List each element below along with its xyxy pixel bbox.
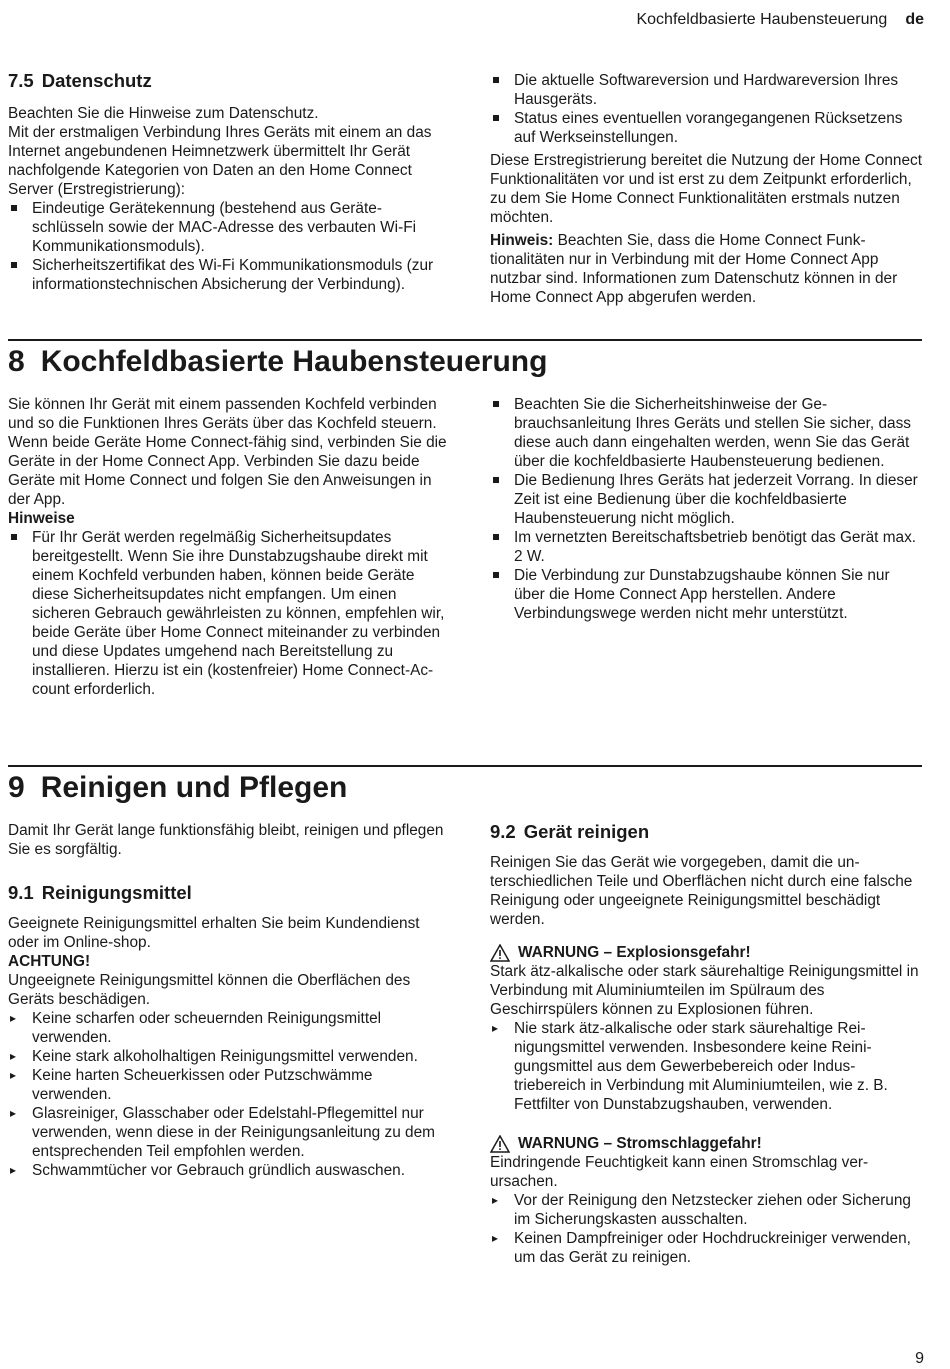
paragraph: Wenn beide Geräte Home Connect-fähig sind, verbinden Sie die Geräte in der Home Connect App. Verbinden Sie dazu beide Geräte mit Home Connect und folgen Sie den Anweisungen in der App. xyxy=(8,434,447,508)
warning-title: WARNUNG – Stromschlaggefahr! xyxy=(518,1135,762,1152)
list-item: ▸ Vor der Reinigung den Netzstecker ziehen oder Sicherung im Sicherungskasten ausschalten. xyxy=(490,1191,922,1229)
section-number: 7.5 xyxy=(8,70,34,91)
note-text: Beachten Sie, dass die Home Connect Funktionalitäten nur in Verbindung mit der Home Connect App nutzbar sind. Informationen zum Datenschutz können in der Home Connect App abgerufen werden. xyxy=(490,232,898,306)
list-item: Sicherheitszertifikat des Wi-Fi Kommunikationsmoduls (zur informationstechnischen Absicherung der Verbindung). xyxy=(8,256,448,294)
list-item: ▸ Keine scharfen oder scheuernden Reinigungsmittel verwenden. xyxy=(8,1009,448,1047)
paragraph: Reinigen Sie das Gerät wie vorgegeben, damit die unterschiedlichen Teile und Oberflächen nicht durch eine falsche Reinigung oder ungeeignete Reinigungsmittel beschädigt werden. xyxy=(490,854,913,928)
chapter-title: Kochfeldbasierte Haubensteuerung xyxy=(40,345,548,378)
warning-title: WARNUNG – Explosionsgefahr! xyxy=(518,944,751,961)
paragraph: Geeignete Reinigungsmittel erhalten Sie beim Kundendienst oder im Online-shop. xyxy=(8,915,420,951)
section-title: Gerät reinigen xyxy=(523,821,650,842)
page-number: 9 xyxy=(915,1350,924,1367)
chapter-8-heading xyxy=(8,344,547,380)
paragraph: Beachten Sie die Hinweise zum Datenschutz. xyxy=(8,105,319,122)
chapter-title: Reinigen und Pflegen xyxy=(40,771,348,804)
paragraph: Stark ätz-alkalische oder stark säurehaltige Reinigungsmittel in Verbindung mit Aluminiumteilen im Spülraum des Geschirrspülers können zu Explosionen führen. xyxy=(490,963,919,1018)
section-9-1-heading xyxy=(8,882,448,904)
section-7-5-left xyxy=(8,70,448,294)
warning-triangle-icon xyxy=(490,1135,510,1153)
warning-heading xyxy=(490,943,922,962)
section-number: 9.1 xyxy=(8,882,34,903)
list-item: ▸ Nie stark ätz-alkalische oder stark säurehaltige Reinigungsmittel verwenden. Insbesondere keine Reinigungsmittel aus dem Gewerbebereich oder Industriebereich in Verbindung mit Aluminiumteilen, wie z. B. Fettfilter von Dunstabzugshauben, verwenden. xyxy=(490,1019,922,1114)
list-item: Im vernetzten Bereitschaftsbetrieb benötigt das Gerät max. 2 W. xyxy=(490,528,922,566)
paragraph: Eindringende Feuchtigkeit kann einen Stromschlag verursachen. xyxy=(490,1154,869,1190)
header-language: de xyxy=(905,11,924,28)
section-divider xyxy=(8,339,922,341)
paragraph: Damit Ihr Gerät lange funktionsfähig bleibt, reinigen und pflegen Sie es sorgfältig. xyxy=(8,822,444,858)
section-title: Datenschutz xyxy=(41,70,152,91)
note-label: Hinweis: xyxy=(490,232,554,249)
paragraph: Sie können Ihr Gerät mit einem passenden Kochfeld verbinden und so die Funktionen Ihres Geräts über das Kochfeld steuern. xyxy=(8,396,437,432)
paragraph: Mit der erstmaligen Verbindung Ihres Geräts mit einem an das Internet angebundenen Heimnetzwerk übermittelt Ihr Gerät nachfolgende Kategorien von Daten an den Home Connect Server (Erstregistrierung): xyxy=(8,124,432,198)
section-9-2-heading xyxy=(490,821,922,843)
warning-triangle-icon xyxy=(490,944,510,962)
list-item: ▸ Schwammtücher vor Gebrauch gründlich auswaschen. xyxy=(8,1161,448,1180)
attention-label: ACHTUNG! xyxy=(8,953,91,970)
section-title: Reinigungsmittel xyxy=(41,882,192,903)
running-header xyxy=(636,11,924,29)
section-7-5-heading xyxy=(8,70,448,92)
list-item: ▸ Keinen Dampfreiniger oder Hochdruckreiniger verwenden, um das Gerät zu reinigen. xyxy=(490,1229,922,1267)
step-list xyxy=(8,1009,448,1180)
bullet-list xyxy=(8,199,448,294)
section-number: 9.2 xyxy=(490,821,516,842)
section-divider xyxy=(8,765,922,767)
list-item: Eindeutige Gerätekennung (bestehend aus Geräteschlüsseln sowie der MAC-Adresse des verbauten Wi-Fi Kommunikationsmoduls). xyxy=(8,199,448,256)
list-item: Die Bedienung Ihres Geräts hat jederzeit Vorrang. In dieser Zeit ist eine Bedienung über die kochfeldbasierte Haubensteuerung nicht möglich. xyxy=(490,471,922,528)
section-8-left xyxy=(8,395,448,699)
step-list xyxy=(490,1191,922,1267)
list-item: ▸ Keine stark alkoholhaltigen Reinigungsmittel verwenden. xyxy=(8,1047,448,1066)
bullet-list xyxy=(490,71,922,147)
list-item: Für Ihr Gerät werden regelmäßig Sicherheitsupdates bereitgestellt. Wenn Sie ihre Dunstabzugshaube direkt mit einem Kochfeld verbunden haben, können beide Geräte diese Sicherheitsupdates nicht empfangen. Um einen sicheren Gebrauch gewährleisten zu können, empfehlen wir, beide Geräte über Home Connect miteinander zu verbinden und diese Updates umgehend nach Bereitstellung zu installieren. Hierzu ist ein (kostenfreier) Home Connect-Account erforderlich. xyxy=(8,528,448,699)
header-title: Kochfeldbasierte Haubensteuerung xyxy=(636,11,888,28)
chapter-9-heading xyxy=(8,770,347,806)
hints-label: Hinweise xyxy=(8,510,75,527)
list-item: Die aktuelle Softwareversion und Hardwareversion Ihres Hausgeräts. xyxy=(490,71,922,109)
step-list xyxy=(490,1019,922,1114)
list-item: ▸ Glasreiniger, Glasschaber oder Edelstahl-Pflegemittel nur verwenden, wenn diese in der Reinigungsanleitung zu dem entsprechenden Teil empfohlen werden. xyxy=(8,1104,448,1161)
list-item: ▸ Keine harten Scheuerkissen oder Putzschwämme verwenden. xyxy=(8,1066,448,1104)
paragraph: Ungeeignete Reinigungsmittel können die Oberflächen des Geräts beschädigen. xyxy=(8,972,411,1008)
list-item: Die Verbindung zur Dunstabzugshaube können Sie nur über die Home Connect App herstellen. Andere Verbindungswege werden nicht mehr unterstützt. xyxy=(490,566,922,623)
bullet-list xyxy=(490,395,922,623)
warning-heading xyxy=(490,1134,922,1153)
bullet-list xyxy=(8,528,448,699)
chapter-number: 8 xyxy=(8,345,25,378)
section-9-right xyxy=(490,821,922,1267)
note-paragraph xyxy=(490,231,922,307)
chapter-number: 9 xyxy=(8,771,25,804)
section-9-left xyxy=(8,821,448,1180)
list-item: Beachten Sie die Sicherheitshinweise der Gebrauchsanleitung Ihres Geräts und stellen Sie sicher, dass diese auch dann eingehalten werden, wenn Sie das Gerät über die kochfeldbasierte Haubensteuerung bedienen. xyxy=(490,395,922,471)
section-8-right xyxy=(490,395,922,623)
section-7-5-right xyxy=(490,71,922,307)
paragraph: Diese Erstregistrierung bereitet die Nutzung der Home Connect Funktionalitäten vor und ist erst zu dem Zeitpunkt erforderlich, zu dem Sie Home Connect Funktionalitäten erstmals nutzen möchten. xyxy=(490,152,923,226)
list-item: Status eines eventuellen vorangegangenen Rücksetzens auf Werkseinstellungen. xyxy=(490,109,922,147)
